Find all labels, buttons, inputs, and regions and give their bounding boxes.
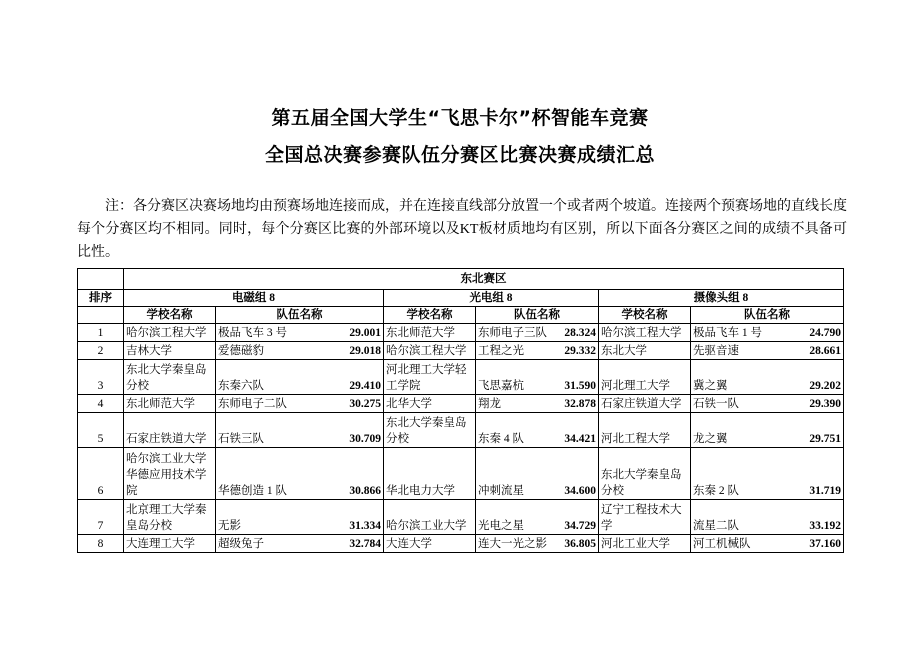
team-cell xyxy=(476,395,599,413)
rank-cell: 3 xyxy=(78,360,124,395)
school-cell: 东北大学秦皇岛分校 xyxy=(384,413,476,448)
team-cell xyxy=(216,448,384,500)
school-cell: 河北工程大学 xyxy=(599,413,691,448)
team-name: 无影 xyxy=(218,520,241,532)
team-time: 29.202 xyxy=(809,380,841,392)
team-time: 29.018 xyxy=(349,345,381,357)
school-cell: 石家庄铁道大学 xyxy=(599,395,691,413)
team-name: 华德创造 1 队 xyxy=(218,485,287,497)
school-cell: 东北师范大学 xyxy=(384,324,476,342)
school-cell: 大连理工大学 xyxy=(124,535,216,553)
team-name: 东秦 2 队 xyxy=(693,485,739,497)
team-name: 超级兔子 xyxy=(218,538,264,550)
rank-cell: 1 xyxy=(78,324,124,342)
table-body xyxy=(78,324,844,553)
team-time: 34.421 xyxy=(564,433,596,445)
school-cell: 石家庄铁道大学 xyxy=(124,413,216,448)
team-time: 33.192 xyxy=(809,520,841,532)
team-cell xyxy=(216,535,384,553)
title-line-2: 全国总决赛参赛队伍分赛区比赛决赛成绩汇总 xyxy=(264,144,655,166)
team-time: 29.332 xyxy=(564,345,596,357)
school-cell: 东北大学秦皇岛分校 xyxy=(599,448,691,500)
team-header: 队伍名称 xyxy=(476,307,599,324)
team-cell xyxy=(476,535,599,553)
table-row xyxy=(78,535,844,553)
team-name: 东师电子三队 xyxy=(478,327,547,339)
team-cell xyxy=(476,324,599,342)
rank-cell: 4 xyxy=(78,395,124,413)
team-time: 30.866 xyxy=(349,485,381,497)
school-cell: 华北电力大学 xyxy=(384,448,476,500)
team-cell xyxy=(216,500,384,535)
table-row xyxy=(78,448,844,500)
school-cell: 北华大学 xyxy=(384,395,476,413)
corner-cell xyxy=(78,269,124,290)
team-cell xyxy=(476,342,599,360)
team-name: 石铁一队 xyxy=(693,398,739,410)
table-row xyxy=(78,324,844,342)
team-time: 29.410 xyxy=(349,380,381,392)
team-cell xyxy=(216,413,384,448)
team-cell xyxy=(691,324,844,342)
table-row xyxy=(78,500,844,535)
team-name: 极品飞车 1 号 xyxy=(693,327,762,339)
team-cell xyxy=(216,324,384,342)
group-header-electromagnetic: 电磁组 8 xyxy=(124,290,384,307)
rank-cell: 7 xyxy=(78,500,124,535)
team-time: 30.709 xyxy=(349,433,381,445)
team-cell xyxy=(691,413,844,448)
team-name: 冲刺流星 xyxy=(478,485,524,497)
title-line-1: 第五届全国大学生“飞思卡尔”杯智能车竞赛 xyxy=(271,107,649,129)
team-cell xyxy=(691,448,844,500)
team-cell xyxy=(476,413,599,448)
rank-header: 排序 xyxy=(78,290,124,307)
school-cell: 辽宁工程技术大学 xyxy=(599,500,691,535)
team-name: 龙之翼 xyxy=(693,433,728,445)
team-time: 24.790 xyxy=(809,327,841,339)
team-cell xyxy=(216,360,384,395)
team-name: 极品飞车 3 号 xyxy=(218,327,287,339)
school-cell: 河北理工大学 xyxy=(599,360,691,395)
school-cell: 哈尔滨工业大学华德应用技术学院 xyxy=(124,448,216,500)
school-cell: 东北大学 xyxy=(599,342,691,360)
table-row xyxy=(78,413,844,448)
team-name: 工程之光 xyxy=(478,345,524,357)
team-cell xyxy=(691,535,844,553)
team-time: 29.751 xyxy=(809,433,841,445)
table-row xyxy=(78,360,844,395)
team-time: 32.878 xyxy=(564,398,596,410)
team-name: 东师电子二队 xyxy=(218,398,287,410)
team-name: 翔龙 xyxy=(478,398,501,410)
team-time: 36.805 xyxy=(564,538,596,550)
team-time: 29.390 xyxy=(809,398,841,410)
team-time: 29.001 xyxy=(349,327,381,339)
team-time: 34.600 xyxy=(564,485,596,497)
team-time: 32.784 xyxy=(349,538,381,550)
school-cell: 北京理工大学秦皇岛分校 xyxy=(124,500,216,535)
team-cell xyxy=(691,342,844,360)
team-name: 河工机械队 xyxy=(693,538,751,550)
team-name: 冀之翼 xyxy=(693,380,728,392)
team-cell xyxy=(476,500,599,535)
team-cell xyxy=(691,395,844,413)
team-name: 爱德磁豹 xyxy=(218,345,264,357)
team-time: 31.590 xyxy=(564,380,596,392)
group-header-camera: 摄像头组 8 xyxy=(599,290,844,307)
team-time: 28.661 xyxy=(809,345,841,357)
team-cell xyxy=(216,395,384,413)
team-time: 28.324 xyxy=(564,327,596,339)
school-header: 学校名称 xyxy=(599,307,691,324)
team-cell xyxy=(691,500,844,535)
team-time: 30.275 xyxy=(349,398,381,410)
school-cell: 哈尔滨工程大学 xyxy=(384,342,476,360)
team-name: 光电之星 xyxy=(478,520,524,532)
team-cell xyxy=(476,448,599,500)
team-name: 飞思嘉杭 xyxy=(478,380,524,392)
rank-cell: 6 xyxy=(78,448,124,500)
team-cell xyxy=(691,360,844,395)
school-cell: 哈尔滨工程大学 xyxy=(599,324,691,342)
school-cell: 东北师范大学 xyxy=(124,395,216,413)
team-cell xyxy=(476,360,599,395)
team-header: 队伍名称 xyxy=(691,307,844,324)
school-header: 学校名称 xyxy=(384,307,476,324)
team-time: 37.160 xyxy=(809,538,841,550)
rank-cell: 5 xyxy=(78,413,124,448)
school-cell: 哈尔滨工程大学 xyxy=(124,324,216,342)
rank-cell: 8 xyxy=(78,535,124,553)
results-table xyxy=(77,268,844,553)
school-cell: 东北大学秦皇岛分校 xyxy=(124,360,216,395)
school-cell: 哈尔滨工业大学 xyxy=(384,500,476,535)
school-cell: 河北理工大学轻工学院 xyxy=(384,360,476,395)
table-row xyxy=(78,342,844,360)
team-cell xyxy=(216,342,384,360)
school-cell: 河北工业大学 xyxy=(599,535,691,553)
team-time: 31.334 xyxy=(349,520,381,532)
team-time: 31.719 xyxy=(809,485,841,497)
group-header-photoelectric: 光电组 8 xyxy=(384,290,599,307)
school-cell: 大连大学 xyxy=(384,535,476,553)
rank-subheader xyxy=(78,307,124,324)
team-time: 34.729 xyxy=(564,520,596,532)
note-paragraph: 注：各分赛区决赛场地均由预赛场地连接而成，并在连接直线部分放置一个或者两个坡道。连接两个预赛场地的直线长度每个分赛区均不相同。同时，每个分赛区比赛的外部环境以及KT板材质地均有区别，所以下面各分赛区之间的成绩不具备可比性。 xyxy=(77,199,847,260)
team-name: 流星二队 xyxy=(693,520,739,532)
team-name: 石铁三队 xyxy=(218,433,264,445)
team-header: 队伍名称 xyxy=(216,307,384,324)
table-row xyxy=(78,395,844,413)
school-header: 学校名称 xyxy=(124,307,216,324)
rank-cell: 2 xyxy=(78,342,124,360)
team-name: 先驱音速 xyxy=(693,345,739,357)
team-name: 东秦 4 队 xyxy=(478,433,524,445)
team-name: 连大一光之影 xyxy=(478,538,547,550)
team-name: 东秦六队 xyxy=(218,380,264,392)
region-header: 东北赛区 xyxy=(124,269,844,290)
school-cell: 吉林大学 xyxy=(124,342,216,360)
